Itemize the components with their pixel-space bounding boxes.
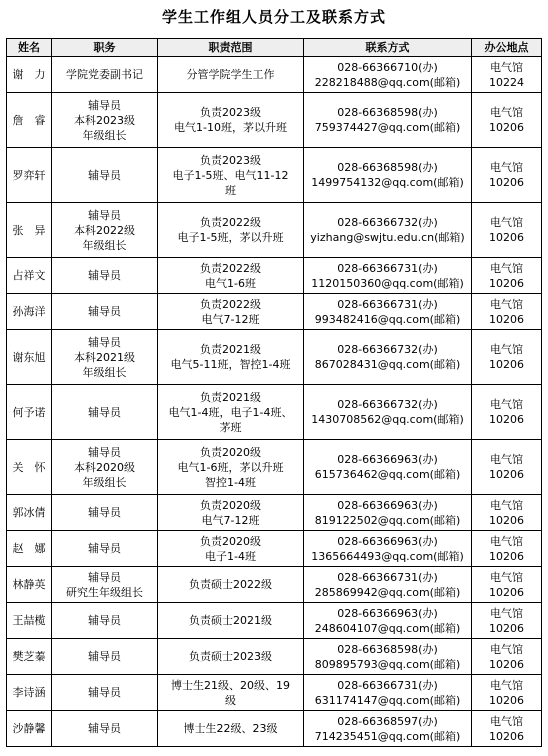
cell-role [52,567,158,603]
cell-contact-line: 028-66368598(办) [337,106,438,119]
cell-contact-line: 028-66366963(办) [337,606,438,620]
cell-role [52,675,158,711]
cell-contact-line: 028-66368598(办) [337,642,438,656]
cell-contact-line: 819122502@qq.com(邮箱) [314,513,461,527]
cell-contact-line: 1430708562@qq.com(邮箱) [311,413,464,426]
cell-contact-line: 028-66368598(办) [337,161,438,174]
cell-office-line: 10206 [489,121,524,134]
cell-contact [304,93,472,148]
cell-duty-line: 负责2022级 [200,297,261,311]
cell-contact-line: yizhang@swjtu.edu.cn(邮箱) [310,231,465,244]
cell-duty-line: 班 [225,183,236,197]
cell-contact-line: 285869942@qq.com(邮箱) [314,585,461,599]
cell-contact [304,603,472,639]
cell-name: 沙静馨 [7,711,52,747]
cell-office-line: 10206 [489,358,524,371]
cell-office-line: 10224 [489,75,524,89]
cell-name: 孙海洋 [7,294,52,330]
cell-office-line: 10206 [489,549,524,563]
table-row [7,531,542,567]
cell-contact-line: 1365664493@qq.com(邮箱) [311,549,464,563]
cell-duty [158,531,304,567]
header-name: 姓名 [7,39,52,57]
cell-duty [158,385,304,440]
cell-role [52,531,158,567]
cell-duty-line: 电子1-5班、电气11-12 [172,168,289,182]
cell-duty-line: 负责2022级 [200,261,261,275]
cell-duty-line: 电气5-11班，智控1-4班 [170,358,291,371]
table-row [7,440,542,495]
cell-contact-line: 228218488@qq.com(邮箱) [314,75,461,89]
cell-duty-line: 电气7-12班 [201,312,260,326]
cell-role-line: 辅导员 [88,405,121,419]
cell-role-line: 学院党委副书记 [66,68,143,81]
cell-office-line: 10206 [489,693,524,707]
cell-office-line: 电气馆 [490,398,523,411]
cell-role-line: 本科2022级 [74,223,135,237]
cell-role [52,258,158,294]
cell-name: 王喆榄 [7,603,52,639]
cell-duty [158,57,304,93]
table-header-row [7,39,542,57]
cell-office-line: 10206 [489,276,524,290]
table-row [7,639,542,675]
cell-duty [158,203,304,258]
cell-contact-line: 028-66366731(办) [337,678,438,692]
cell-contact-line: 028-66366963(办) [337,498,438,512]
table-row [7,385,542,440]
cell-contact-line: 028-66366710(办) [337,60,438,74]
cell-office-line: 电气馆 [490,642,523,656]
cell-contact [304,531,472,567]
table-row [7,495,542,531]
header-office: 办公地点 [472,39,542,57]
cell-office-line: 电气馆 [490,714,523,728]
cell-office-line: 10206 [489,231,524,244]
cell-role-line: 辅导员 [88,168,121,182]
cell-role-line: 辅导员 [88,335,121,349]
cell-role [52,330,158,385]
cell-office [472,57,542,93]
cell-office-line: 电气馆 [490,606,523,620]
cell-contact [304,203,472,258]
cell-role-line: 本科2020级 [74,460,135,474]
table-row [7,258,542,294]
cell-role [52,93,158,148]
cell-office [472,495,542,531]
cell-name: 罗弈轩 [7,148,52,203]
table-row [7,330,542,385]
table-row [7,294,542,330]
cell-office-line: 电气馆 [490,161,523,174]
cell-role [52,385,158,440]
cell-contact-line: 028-66366731(办) [337,570,438,584]
cell-duty-line: 茅班 [219,420,242,434]
cell-role [52,639,158,675]
cell-office-line: 电气馆 [490,534,523,548]
table-row [7,148,542,203]
cell-role-line: 辅导员 [88,686,121,699]
header-role: 职务 [52,39,158,57]
cell-office-line: 10206 [489,176,524,189]
table-body [7,57,542,747]
page-title: 学生工作组人员分工及联系方式 [161,8,386,26]
cell-office [472,148,542,203]
cell-contact-line: 028-66366963(办) [337,453,438,466]
cell-role [52,57,158,93]
header-contact: 联系方式 [304,39,472,57]
cell-contact-line: 867028431@qq.com(邮箱) [314,358,461,371]
cell-duty [158,148,304,203]
cell-office [472,258,542,294]
cell-duty [158,711,304,747]
cell-duty-line: 电气1-10班，茅以升班 [174,121,287,134]
cell-role-line: 辅导员 [88,722,121,735]
cell-duty-line: 负责硕士2022级 [189,578,272,591]
cell-role-line: 辅导员 [88,506,121,519]
cell-contact-line: 615736462@qq.com(邮箱) [314,468,461,481]
cell-name: 樊芝蓁 [7,639,52,675]
cell-duty-line: 电气1-6班，茅以升班 [177,460,284,474]
cell-duty [158,639,304,675]
cell-contact-line: 028-66366732(办) [337,216,438,229]
cell-duty [158,258,304,294]
cell-office-line: 10206 [489,513,524,527]
cell-duty-line: 负责硕士2023级 [189,650,272,663]
cell-role-line: 辅导员 [88,614,121,627]
cell-duty-line: 电气1-4班，电子1-4班、 [168,405,293,419]
cell-duty [158,330,304,385]
cell-office-line: 电气馆 [490,297,523,311]
cell-duty-line: 电气1-6班 [205,276,256,290]
cell-contact-line: 809895793@qq.com(邮箱) [314,657,461,671]
cell-contact [304,294,472,330]
cell-name: 赵 娜 [7,531,52,567]
cell-contact [304,385,472,440]
cell-role-line: 年级组长 [82,365,127,379]
cell-contact-line: 028-66368597(办) [337,714,438,728]
cell-role-line: 辅导员 [88,208,121,222]
cell-name: 占祥文 [7,258,52,294]
cell-office-line: 电气馆 [490,343,523,356]
cell-duty-line: 负责2020级 [200,534,261,548]
cell-duty-line: 分管学院学生工作 [186,68,275,81]
cell-duty-line: 负责2023级 [200,153,261,167]
cell-duty [158,495,304,531]
cell-contact [304,330,472,385]
cell-duty-line: 级 [225,693,236,707]
table-row [7,203,542,258]
cell-duty [158,93,304,148]
cell-office [472,603,542,639]
cell-duty-line: 负责2020级 [200,498,261,512]
cell-duty-line: 博士生22级、23级 [183,722,278,735]
cell-contact-line: 028-66366963(办) [337,534,438,548]
cell-duty-line: 负责2021级 [200,343,261,356]
cell-role-line: 辅导员 [88,98,121,112]
cell-role [52,495,158,531]
cell-office-line: 10206 [489,468,524,481]
cell-name: 郭冰倩 [7,495,52,531]
cell-duty-line: 电气7-12班 [201,513,260,527]
table-row [7,567,542,603]
cell-office [472,330,542,385]
cell-contact-line: 1499754132@qq.com(邮箱) [311,176,464,189]
cell-office [472,440,542,495]
cell-contact-line: 248604107@qq.com(邮箱) [314,621,461,635]
cell-office-line: 10206 [489,585,524,599]
table-row [7,675,542,711]
cell-office-line: 电气馆 [490,60,523,74]
cell-office [472,294,542,330]
cell-role-line: 辅导员 [88,269,121,282]
cell-contact-line: 759374427@qq.com(邮箱) [314,121,461,134]
cell-contact-line: 631174147@qq.com(邮箱) [314,693,461,707]
table-row [7,603,542,639]
cell-role [52,148,158,203]
cell-office [472,531,542,567]
cell-role [52,711,158,747]
cell-office [472,385,542,440]
cell-office-line: 电气馆 [490,678,523,692]
table-row [7,711,542,747]
cell-contact [304,639,472,675]
cell-duty-line: 博士生21级、20级、19 [171,678,290,692]
cell-office-line: 电气馆 [490,453,523,466]
cell-contact [304,57,472,93]
cell-office-line: 电气馆 [490,106,523,119]
table-row [7,57,542,93]
table-row [7,93,542,148]
cell-duty [158,294,304,330]
cell-contact [304,148,472,203]
cell-name: 李诗涵 [7,675,52,711]
cell-role [52,203,158,258]
cell-duty-line: 负责2022级 [200,216,261,229]
cell-contact-line: 028-66366732(办) [337,343,438,356]
cell-office [472,203,542,258]
cell-office [472,93,542,148]
cell-duty-line: 负责硕士2021级 [189,614,272,627]
cell-contact-line: 1120150360@qq.com(邮箱) [311,276,464,290]
cell-role-line: 辅导员 [88,570,121,584]
cell-contact [304,258,472,294]
cell-duty-line: 智控1-4班 [205,475,256,489]
cell-duty [158,567,304,603]
cell-contact-line: 993482416@qq.com(邮箱) [314,312,461,326]
cell-office-line: 10206 [489,621,524,635]
cell-role-line: 辅导员 [88,445,121,459]
cell-contact-line: 028-66366731(办) [337,261,438,275]
cell-office [472,639,542,675]
cell-name: 谢东旭 [7,330,52,385]
cell-duty [158,440,304,495]
cell-duty-line: 电子1-5班，茅以升班 [177,231,284,244]
contact-table [6,38,542,747]
cell-office-line: 电气馆 [490,261,523,275]
cell-name: 张 异 [7,203,52,258]
cell-role-line: 辅导员 [88,305,121,318]
cell-office [472,711,542,747]
header-duty: 职责范围 [158,39,304,57]
cell-office [472,675,542,711]
cell-office-line: 10206 [489,657,524,671]
cell-duty-line: 负责2020级 [200,445,261,459]
cell-role [52,294,158,330]
cell-role-line: 研究生年级组长 [66,585,143,599]
cell-role [52,603,158,639]
cell-contact [304,711,472,747]
cell-role-line: 辅导员 [88,542,121,555]
cell-role-line: 年级组长 [82,475,127,489]
cell-role-line: 年级组长 [82,128,127,142]
cell-role-line: 本科2021级 [74,350,135,364]
cell-contact [304,567,472,603]
cell-office-line: 电气馆 [490,216,523,229]
cell-name: 林静英 [7,567,52,603]
cell-name: 詹 睿 [7,93,52,148]
cell-duty [158,675,304,711]
cell-duty-line: 电子1-4班 [205,549,256,563]
cell-office-line: 10206 [489,729,524,743]
cell-contact [304,675,472,711]
cell-contact-line: 028-66366732(办) [337,398,438,411]
cell-name: 谢 力 [7,57,52,93]
cell-name: 何予诺 [7,385,52,440]
cell-role [52,440,158,495]
cell-contact-line: 714235451@qq.com(邮箱) [314,729,461,743]
cell-office-line: 电气馆 [490,498,523,512]
cell-contact [304,495,472,531]
cell-duty-line: 负责2023级 [200,106,261,119]
cell-office [472,567,542,603]
cell-duty [158,603,304,639]
cell-role-line: 年级组长 [82,238,127,252]
cell-role-line: 本科2023级 [74,113,135,127]
cell-duty-line: 负责2021级 [200,390,261,404]
cell-name: 关 怀 [7,440,52,495]
cell-contact [304,440,472,495]
cell-office-line: 10206 [489,413,524,426]
cell-contact-line: 028-66366731(办) [337,297,438,311]
cell-role-line: 辅导员 [88,650,121,663]
cell-office-line: 10206 [489,312,524,326]
cell-office-line: 电气馆 [490,570,523,584]
